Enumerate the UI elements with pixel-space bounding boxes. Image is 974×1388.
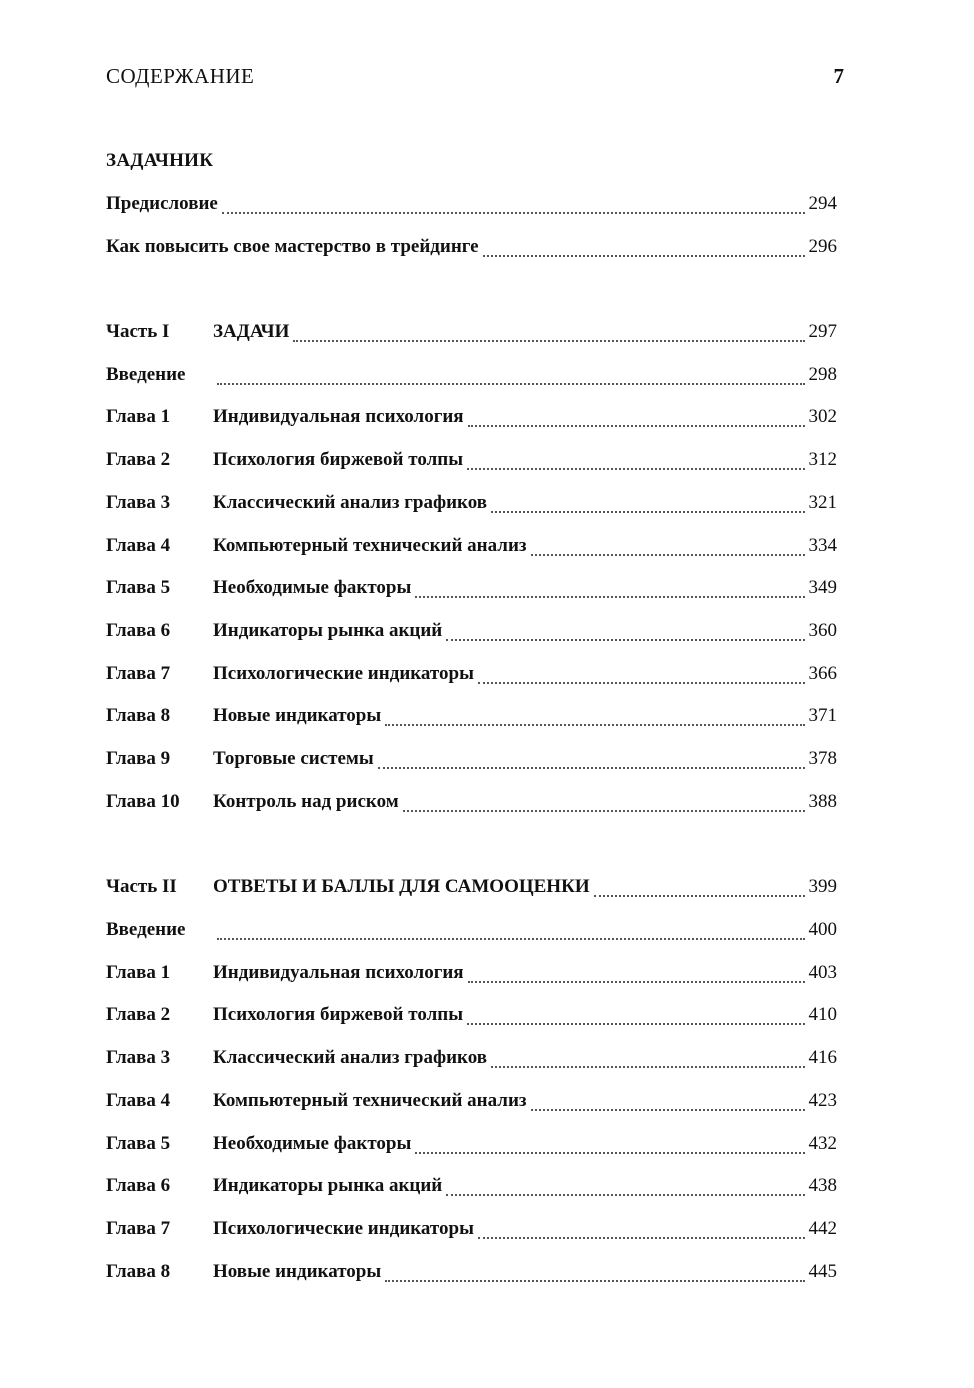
toc-entry-page: 294: [808, 193, 837, 214]
dot-leader: [491, 1065, 804, 1068]
toc-entry-title: Новые индикаторы: [213, 1261, 382, 1282]
toc-entry-page: 403: [808, 962, 837, 983]
toc-entry-page: 388: [808, 791, 837, 812]
toc-entry-preface[interactable]: [106, 193, 837, 219]
toc-entry[interactable]: [106, 321, 837, 347]
toc-entry-page: 432: [808, 1133, 837, 1154]
toc-entry[interactable]: [106, 748, 837, 774]
toc-entry[interactable]: [106, 962, 837, 988]
toc-entry-page: 378: [808, 748, 837, 769]
dot-leader: [293, 339, 804, 342]
toc-entry-title: Индивидуальная психология: [213, 406, 464, 427]
toc-entry-number: Глава 3: [106, 1047, 171, 1068]
toc-entry-page: 296: [808, 236, 837, 257]
dot-leader: [446, 1193, 804, 1196]
toc-entry[interactable]: [106, 492, 837, 518]
toc-entry-number: Глава 4: [106, 1090, 171, 1111]
toc-entry[interactable]: [106, 1004, 837, 1030]
dot-leader: [403, 809, 805, 812]
dot-leader: [385, 1279, 804, 1282]
toc-entry[interactable]: [106, 364, 837, 390]
dot-leader: [531, 1108, 805, 1111]
toc-entry-title: Контроль над риском: [213, 791, 399, 812]
toc-entry-title: Психологические индикаторы: [213, 663, 474, 684]
toc-entry[interactable]: [106, 1175, 837, 1201]
toc-entry-number: Глава 1: [106, 406, 171, 427]
toc-entry-page: 297: [808, 321, 837, 342]
toc-entry-page: 366: [808, 663, 837, 684]
dot-leader: [378, 766, 805, 769]
toc-entry-title: ЗАДАЧИ: [213, 321, 290, 342]
toc-entry[interactable]: [106, 876, 837, 902]
toc-entry-title: Новые индикаторы: [213, 705, 382, 726]
section-title: ЗАДАЧНИК: [106, 150, 214, 171]
toc-entry-title: Индикаторы рынка акций: [213, 620, 443, 641]
toc-entry-number: Глава 3: [106, 492, 171, 513]
dot-leader: [468, 980, 805, 983]
toc-entry-number: Глава 5: [106, 577, 171, 598]
toc-entry-page: 298: [808, 364, 837, 385]
toc-entry[interactable]: [106, 535, 837, 561]
dot-leader: [446, 638, 804, 641]
toc-entry-number: Глава 7: [106, 663, 171, 684]
page-number: 7: [833, 64, 844, 88]
toc-entry-title: Компьютерный технический анализ: [213, 535, 527, 556]
dot-leader: [468, 424, 805, 427]
toc-entry-title: Индивидуальная психология: [213, 962, 464, 983]
toc-entry-number: Глава 8: [106, 1261, 171, 1282]
toc-entry-number: Глава 2: [106, 449, 171, 470]
toc-entry-page: 321: [808, 492, 837, 513]
toc-entry[interactable]: [106, 1047, 837, 1073]
dot-leader: [467, 1022, 804, 1025]
toc-entry-page: 445: [808, 1261, 837, 1282]
toc-entry[interactable]: [106, 620, 837, 646]
toc-entry-page: 410: [808, 1004, 837, 1025]
toc-entry-number: Глава 10: [106, 791, 180, 812]
toc-entry-page: 349: [808, 577, 837, 598]
dot-leader: [415, 595, 804, 598]
toc-entry-page: 416: [808, 1047, 837, 1068]
dot-leader: [385, 723, 804, 726]
toc-entry-title: ОТВЕТЫ И БАЛЛЫ ДЛЯ САМООЦЕНКИ: [213, 876, 590, 897]
toc-entry-page: 442: [808, 1218, 837, 1239]
dot-leader: [478, 681, 805, 684]
toc-entry-number: Глава 1: [106, 962, 171, 983]
dot-leader: [483, 254, 805, 257]
toc-entry-page: 438: [808, 1175, 837, 1196]
toc-entry-number: Глава 6: [106, 620, 171, 641]
dot-leader: [491, 510, 804, 513]
dot-leader: [531, 553, 805, 556]
toc-entry-number: Глава 9: [106, 748, 171, 769]
running-title: СОДЕРЖАНИЕ: [106, 64, 255, 88]
toc-entry-number: Глава 7: [106, 1218, 171, 1239]
toc-entry[interactable]: [106, 705, 837, 731]
toc-entry-page: 399: [808, 876, 837, 897]
toc-entry-number: Введение: [106, 919, 186, 940]
toc-entry[interactable]: [106, 791, 837, 817]
toc-entry-title: Необходимые факторы: [213, 1133, 412, 1154]
dot-leader: [222, 211, 805, 214]
dot-leader: [217, 937, 805, 940]
dot-leader: [478, 1236, 805, 1239]
toc-entry-page: 334: [808, 535, 837, 556]
toc-entry[interactable]: [106, 449, 837, 475]
dot-leader: [467, 467, 804, 470]
toc-entry-number: Глава 4: [106, 535, 171, 556]
toc-entry-number: Глава 2: [106, 1004, 171, 1025]
toc-entry-title: Психология биржевой толпы: [213, 449, 464, 470]
toc-entry-page: 423: [808, 1090, 837, 1111]
toc-entry-number: Часть II: [106, 876, 177, 897]
toc-entry[interactable]: [106, 1090, 837, 1116]
toc-entry-title: Торговые системы: [213, 748, 374, 769]
toc-entry-title: Как повысить свое мастерство в трейдинге: [106, 236, 479, 257]
toc-entry-number: Глава 8: [106, 705, 171, 726]
toc-entry-title: Классический анализ графиков: [213, 1047, 488, 1068]
toc-entry[interactable]: [106, 1133, 837, 1159]
toc-entry-title: Психология биржевой толпы: [213, 1004, 464, 1025]
toc-entry-title: Необходимые факторы: [213, 577, 412, 598]
dot-leader: [415, 1151, 804, 1154]
toc-entry-title: Предисловие: [106, 193, 218, 214]
dot-leader: [594, 894, 805, 897]
toc-entry-number: Введение: [106, 364, 186, 385]
toc-entry[interactable]: [106, 577, 837, 603]
toc-entry-page: 400: [808, 919, 837, 940]
toc-entry[interactable]: [106, 663, 837, 689]
toc-entry-title: Психологические индикаторы: [213, 1218, 474, 1239]
toc-entry-page: 371: [808, 705, 837, 726]
toc-entry[interactable]: [106, 406, 837, 432]
toc-entry-mastery[interactable]: [106, 236, 837, 262]
toc-entry-title: Классический анализ графиков: [213, 492, 488, 513]
toc-entry-number: Часть I: [106, 321, 170, 342]
toc-entry-title: Индикаторы рынка акций: [213, 1175, 443, 1196]
toc-entry[interactable]: [106, 1261, 837, 1287]
toc-entry[interactable]: [106, 1218, 837, 1244]
toc-entry-page: 312: [808, 449, 837, 470]
toc-entry-page: 302: [808, 406, 837, 427]
dot-leader: [217, 382, 805, 385]
toc-entry[interactable]: [106, 919, 837, 945]
toc-entry-number: Глава 6: [106, 1175, 171, 1196]
toc-entry-page: 360: [808, 620, 837, 641]
toc-entry-title: Компьютерный технический анализ: [213, 1090, 527, 1111]
toc-entry-number: Глава 5: [106, 1133, 171, 1154]
